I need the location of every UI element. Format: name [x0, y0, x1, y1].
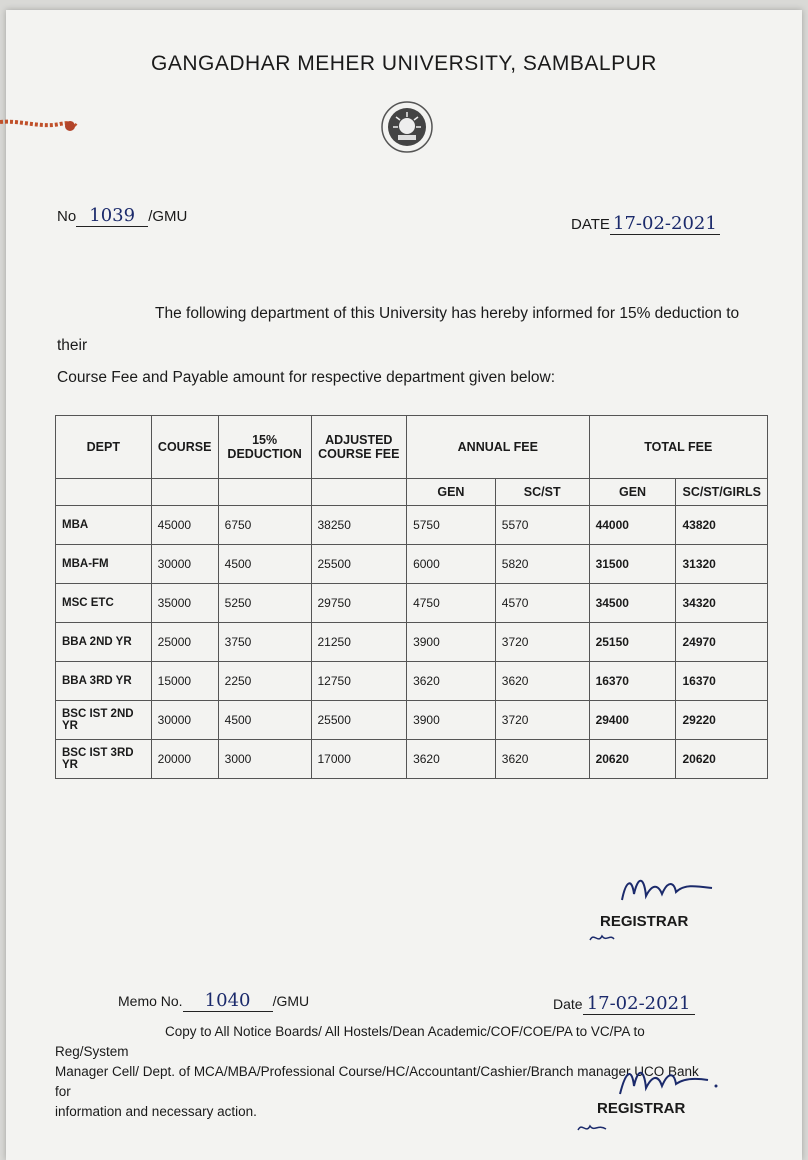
subheader-total-gen: GEN — [589, 479, 676, 506]
table-row — [56, 662, 768, 701]
registrar-title-2: REGISTRAR — [597, 1100, 686, 1117]
cell-dept: BSC IST 2ND YR — [56, 701, 152, 740]
cell-deduction: 6750 — [218, 506, 311, 545]
cell-course: 35000 — [151, 584, 218, 623]
cell-deduction: 4500 — [218, 701, 311, 740]
initials-mark-2 — [576, 1120, 608, 1136]
cell-total-gen: 16370 — [589, 662, 676, 701]
cell-annual-scst: 3720 — [495, 701, 589, 740]
header-course: COURSE — [151, 416, 218, 479]
memo-date-value: 17-02-2021 — [586, 993, 691, 1014]
memo-label: Memo No. — [118, 993, 183, 1009]
cell-course: 20000 — [151, 740, 218, 779]
cell-total-gen: 29400 — [589, 701, 676, 740]
memo-suffix: /GMU — [272, 993, 310, 1009]
cell-total-scst: 29220 — [676, 701, 768, 740]
cell-course: 30000 — [151, 545, 218, 584]
binding-thread — [0, 118, 78, 132]
cell-deduction: 3000 — [218, 740, 311, 779]
cell-dept: BBA 2ND YR — [56, 623, 152, 662]
initials-mark — [588, 930, 616, 946]
cell-course: 30000 — [151, 701, 218, 740]
cell-annual-scst: 4570 — [495, 584, 589, 623]
subheader-total-scst: SC/ST/GIRLS — [676, 479, 768, 506]
header-deduction: 15% DEDUCTION — [218, 416, 311, 479]
cell-dept: BSC IST 3RD YR — [56, 740, 152, 779]
cell-annual-scst: 3620 — [495, 740, 589, 779]
university-seal-icon — [380, 100, 434, 154]
registrar-signature-2 — [612, 1060, 722, 1100]
cell-adjusted: 12750 — [311, 662, 407, 701]
registrar-title: REGISTRAR — [600, 913, 689, 930]
ref-date-value: 17-02-2021 — [613, 213, 717, 234]
table-row — [56, 701, 768, 740]
memo-date — [553, 993, 695, 1015]
copy-line-1: Copy to All Notice Boards/ All Hostels/Dean Academic/COF/COE/PA to VC/PA to Reg/System — [55, 1024, 645, 1059]
table-row — [56, 584, 768, 623]
cell-annual-gen: 3900 — [407, 701, 496, 740]
cell-total-gen: 25150 — [589, 623, 676, 662]
university-title: GANGADHAR MEHER UNIVERSITY, SAMBALPUR — [151, 52, 657, 75]
cell-dept: MBA-FM — [56, 545, 152, 584]
cell-course: 45000 — [151, 506, 218, 545]
cell-deduction: 3750 — [218, 623, 311, 662]
memo-number — [118, 990, 309, 1012]
cell-deduction: 5250 — [218, 584, 311, 623]
memo-value: 1040 — [204, 990, 251, 1011]
cell-annual-gen: 4750 — [407, 584, 496, 623]
header-adjusted: ADJUSTED COURSE FEE — [311, 416, 407, 479]
cell-total-gen: 31500 — [589, 545, 676, 584]
header-annual-fee: ANNUAL FEE — [407, 416, 590, 479]
reference-date — [571, 213, 720, 235]
cell-total-gen: 34500 — [589, 584, 676, 623]
header-dept: DEPT — [56, 416, 152, 479]
ref-no-suffix: /GMU — [148, 208, 188, 225]
subheader-annual-scst: SC/ST — [495, 479, 589, 506]
cell-dept: MBA — [56, 506, 152, 545]
table-row — [56, 740, 768, 779]
intro-line-2: Course Fee and Payable amount for respective department given below: — [57, 369, 556, 386]
intro-line-1: The following department of this University has hereby informed for 15% deduction to their — [57, 305, 740, 354]
intro-paragraph — [57, 298, 767, 394]
cell-annual-scst: 5570 — [495, 506, 589, 545]
table-row — [56, 623, 768, 662]
cell-total-scst: 24970 — [676, 623, 768, 662]
cell-annual-gen: 5750 — [407, 506, 496, 545]
cell-adjusted: 17000 — [311, 740, 407, 779]
cell-total-scst: 34320 — [676, 584, 768, 623]
table-row — [56, 545, 768, 584]
cell-adjusted: 25500 — [311, 701, 407, 740]
cell-annual-gen: 6000 — [407, 545, 496, 584]
cell-course: 25000 — [151, 623, 218, 662]
cell-dept: MSC ETC — [56, 584, 152, 623]
registrar-signature — [612, 870, 722, 910]
cell-course: 15000 — [151, 662, 218, 701]
cell-deduction: 2250 — [218, 662, 311, 701]
cell-total-gen: 44000 — [589, 506, 676, 545]
ref-no-label: No — [57, 208, 77, 225]
header-total-fee: TOTAL FEE — [589, 416, 767, 479]
cell-annual-scst: 5820 — [495, 545, 589, 584]
cell-adjusted: 38250 — [311, 506, 407, 545]
copy-line-3: information and necessary action. — [55, 1104, 257, 1119]
cell-total-scst: 43820 — [676, 506, 768, 545]
cell-total-scst: 20620 — [676, 740, 768, 779]
table-row — [56, 506, 768, 545]
reference-number — [57, 205, 187, 227]
cell-total-gen: 20620 — [589, 740, 676, 779]
cell-deduction: 4500 — [218, 545, 311, 584]
cell-annual-gen: 3620 — [407, 740, 496, 779]
cell-dept: BBA 3RD YR — [56, 662, 152, 701]
cell-total-scst: 31320 — [676, 545, 768, 584]
cell-total-scst: 16370 — [676, 662, 768, 701]
subheader-annual-gen: GEN — [407, 479, 496, 506]
fee-table — [55, 415, 768, 779]
cell-annual-gen: 3620 — [407, 662, 496, 701]
cell-annual-gen: 3900 — [407, 623, 496, 662]
cell-adjusted: 21250 — [311, 623, 407, 662]
copy-line-2: Manager Cell/ Dept. of MCA/MBA/Professional Course/HC/Accountant/Cashier/Branch manager UCO Bank for — [55, 1064, 699, 1099]
cell-annual-scst: 3620 — [495, 662, 589, 701]
ref-date-label: DATE — [571, 216, 610, 233]
cell-adjusted: 25500 — [311, 545, 407, 584]
ref-no-value: 1039 — [89, 205, 136, 226]
cell-annual-scst: 3720 — [495, 623, 589, 662]
cell-adjusted: 29750 — [311, 584, 407, 623]
memo-date-label: Date — [553, 996, 583, 1012]
